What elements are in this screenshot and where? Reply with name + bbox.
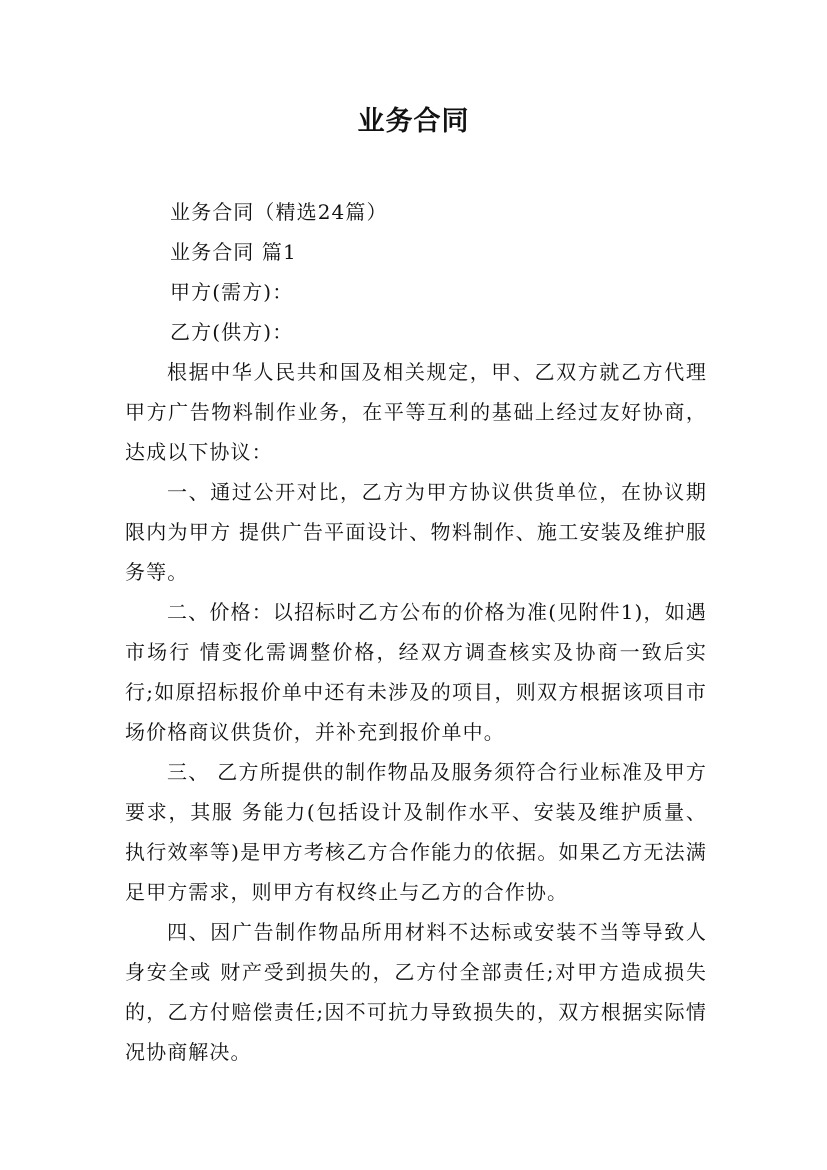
paragraph-subtitle: 业务合同（精选24篇）	[170, 200, 388, 224]
document-body	[125, 192, 707, 1072]
paragraph-clause-2: 二、价格：以招标时乙方公布的价格为准(见附件1)，如遇市场行 情变化需调整价格，经双方调查核实及协商一致后实行;如原招标报价单中还有未涉及的项目，则双方根据该项目市场价格商议供货价，并补充到报价单中。	[125, 600, 707, 744]
paragraph-clause-1: 一、通过公开对比，乙方为甲方协议供货单位，在协议期限内为甲方 提供广告平面设计、物料制作、施工安装及维护服务等。	[125, 480, 707, 584]
paragraph-party-b: 乙方(供方)：	[170, 320, 294, 344]
paragraph-clause-3: 三、 乙方所提供的制作物品及服务须符合行业标准及甲方要求，其服 务能力(包括设计及制作水平、安装及维护质量、执行效率等)是甲方考核乙方合作能力的依据。如果乙方无法满足甲方需求，则甲方有权终止与乙方的合作协。	[125, 760, 707, 904]
document-title: 业务合同	[357, 106, 470, 137]
paragraph-preamble: 根据中华人民共和国及相关规定，甲、乙双方就乙方代理甲方广告物料制作业务，在平等互利的基础上经过友好协商，达成以下协议：	[125, 360, 707, 464]
paragraph-section-heading: 业务合同 篇1	[170, 240, 297, 264]
paragraph-party-a: 甲方(需方)：	[170, 280, 294, 304]
paragraph-clause-4: 四、因广告制作物品所用材料不达标或安装不当等导致人身安全或 财产受到损失的，乙方付全部责任;对甲方造成损失的，乙方付赔偿责任;因不可抗力导致损失的，双方根据实际情况协商解决。	[125, 920, 707, 1064]
